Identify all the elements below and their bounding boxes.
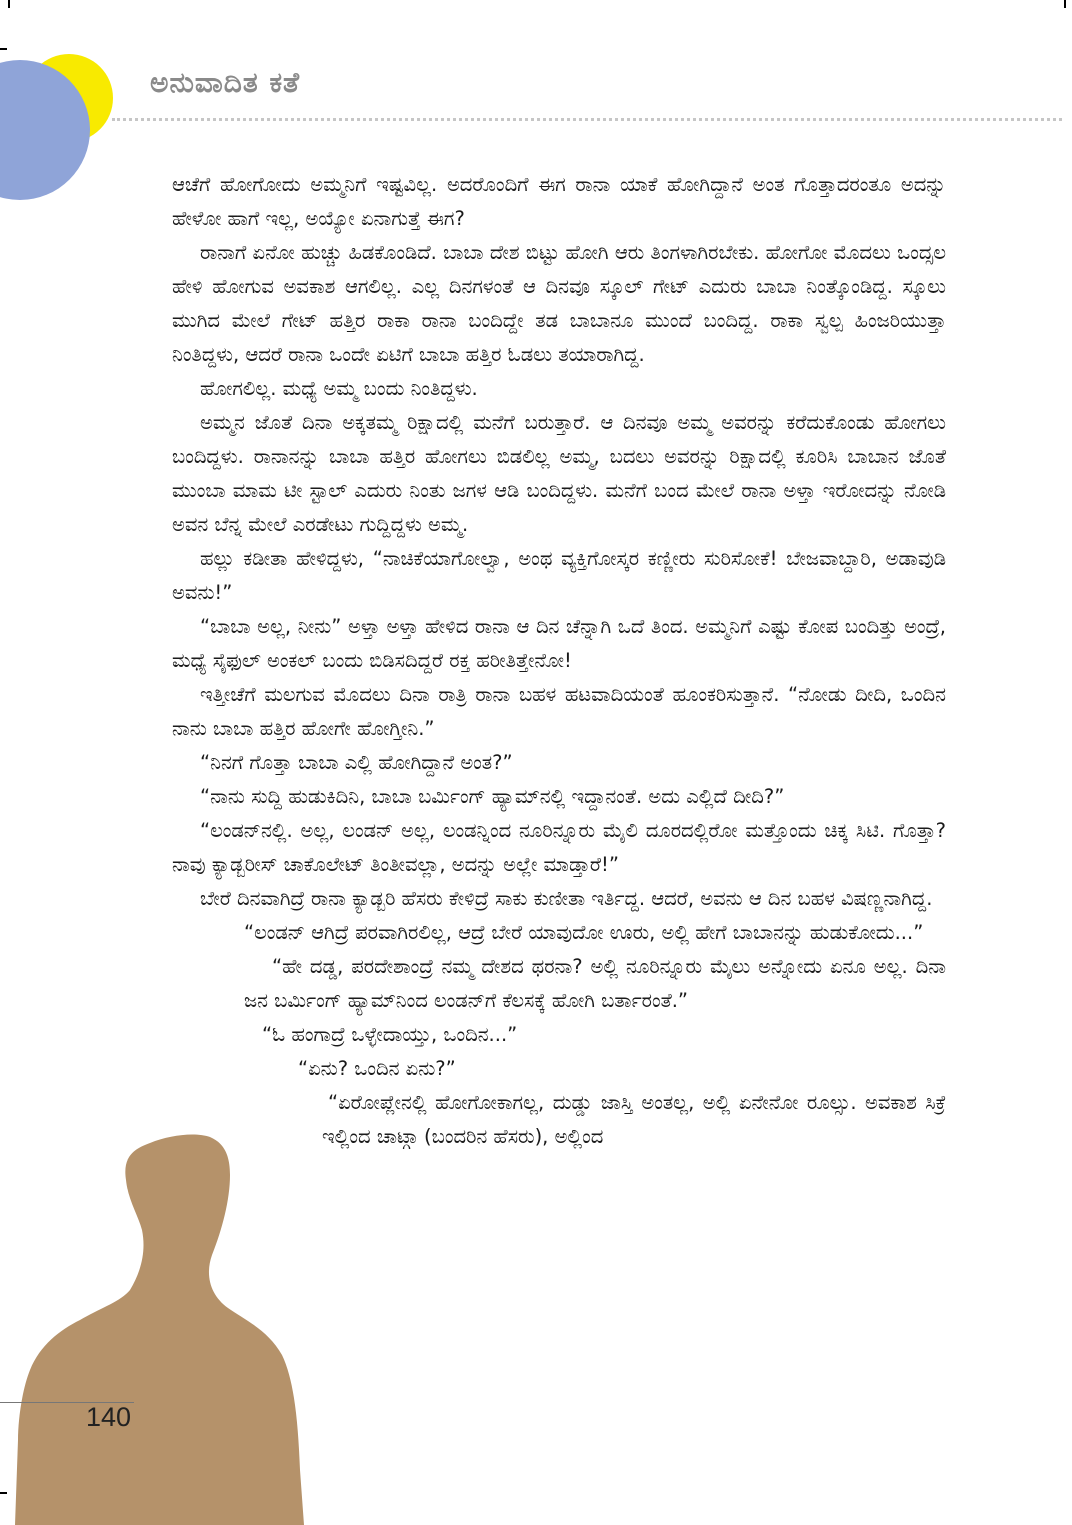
paragraph: ಹಲ್ಲು ಕಡೀತಾ ಹೇಳಿದ್ದಳು, “ನಾಚಿಕೆಯಾಗೋಲ್ವಾ, ಅಂಥ ವ್ಯಕ್ತಿಗೋಸ್ಕರ ಕಣ್ಣೀರು ಸುರಿಸೋಕೆ! ಬೇಜವಾಬ್ದಾರಿ, ಅಡಾವುಡಿ ಅವನು!” [172, 547, 946, 604]
dotted-divider [112, 118, 1062, 121]
paragraph: “ಲಂಡನ್ ಆಗಿದ್ರೆ ಪರವಾಗಿರಲಿಲ್ಲ, ಆದ್ರೆ ಬೇರೆ ಯಾವುದೋ ಊರು, ಅಲ್ಲಿ ಹೇಗೆ ಬಾಬಾನನ್ನು ಹುಡುಕೋದು...” [244, 921, 924, 944]
paragraph: “ಲಂಡನ್‌ನಲ್ಲಿ. ಅಲ್ಲ, ಲಂಡನ್ ಅಲ್ಲ, ಲಂಡನ್ನಿಂದ ನೂರಿನ್ನೂರು ಮೈಲಿ ದೂರದಲ್ಲಿರೋ ಮತ್ತೊಂದು ಚಿಕ್ಕ ಸಿಟಿ. ಗೊತ್ತಾ? ನಾವು ಕ್ಯಾಡ್ಬರೀಸ್ ಚಾಕೊಲೇಟ್ ತಿಂತೀವಲ್ಲಾ, ಅದನ್ನು ಅಲ್ಲೇ ಮಾಡ್ತಾರೆ!” [172, 819, 946, 876]
paragraph: “ಓ ಹಂಗಾದ್ರೆ ಒಳ್ಳೇದಾಯ್ತು, ಒಂದಿನ...” [262, 1023, 518, 1046]
paragraph: “ಏರೋಪ್ಲೇನಲ್ಲಿ ಹೋಗೋಕಾಗಲ್ಲ, ದುಡ್ಡು ಜಾಸ್ತಿ ಅಂತಲ್ಲ, ಅಲ್ಲಿ ಏನೇನೋ ರೂಲ್ಸು. ಅವಕಾಶ ಸಿಕ್ರೆ ಇಲ್ಲಿಂದ ಚಾಟ್ಗಾ (ಬಂದರಿನ ಹೆಸರು), ಅಲ್ಲಿಂದ [322, 1091, 946, 1148]
page-number: 140 [86, 1402, 132, 1432]
paragraph: ಆಚೆಗೆ ಹೋಗೋದು ಅಮ್ಮನಿಗೆ ಇಷ್ಟವಿಲ್ಲ. ಅದರೊಂದಿಗೆ ಈಗ ರಾನಾ ಯಾಕೆ ಹೋಗಿದ್ದಾನೆ ಅಂತ ಗೊತ್ತಾದರಂತೂ ಅದನ್ನು ಹೇಳೋ ಹಾಗೆ ಇಲ್ಲ, ಅಯ್ಯೋ ಏನಾಗುತ್ತೆ ಈಗ? [172, 173, 946, 230]
section-title: ಅನುವಾದಿತ ಕತೆ [150, 66, 301, 99]
paragraph: “ನಾನು ಸುದ್ದಿ ಹುಡುಕಿದಿನಿ, ಬಾಬಾ ಬರ್ಮಿಂಗ್ ಹ್ಯಾಮ್‌ನಲ್ಲಿ ಇದ್ದಾನಂತೆ. ಅದು ಎಲ್ಲಿದೆ ದೀದಿ?” [200, 785, 785, 808]
paragraph: “ಹೇ ದಡ್ಡ, ಪರದೇಶಾಂದ್ರೆ ನಮ್ಮ ದೇಶದ ಥರನಾ? ಅಲ್ಲಿ ನೂರಿನ್ನೂರು ಮೈಲು ಅನ್ನೋದು ಏನೂ ಅಲ್ಲ. ದಿನಾ ಜನ ಬರ್ಮಿಂಗ್ ಹ್ಯಾಮ್‌ನಿಂದ ಲಂಡನ್‌ಗೆ ಕೆಲಸಕ್ಕೆ ಹೋಗಿ ಬರ್ತಾರಂತೆ.” [244, 955, 946, 1012]
story-text [172, 168, 946, 1154]
paragraph: ಬೇರೆ ದಿನವಾಗಿದ್ರೆ ರಾನಾ ಕ್ಯಾಡ್ಬರಿ ಹೆಸರು ಕೇಳಿದ್ರೆ ಸಾಕು ಕುಣೀತಾ ಇರ್ತಿದ್ದ. ಆದರೆ, ಅವನು ಆ ದಿನ ಬಹಳ ವಿಷಣ್ಣನಾಗಿದ್ದ. [200, 887, 933, 910]
paragraph: “ನಿನಗೆ ಗೊತ್ತಾ ಬಾಬಾ ಎಲ್ಲಿ ಹೋಗಿದ್ದಾನೆ ಅಂತ?” [200, 751, 513, 774]
paragraph: ಅಮ್ಮನ ಜೊತೆ ದಿನಾ ಅಕ್ಕತಮ್ಮ ರಿಕ್ಷಾದಲ್ಲಿ ಮನೆಗೆ ಬರುತ್ತಾರೆ. ಆ ದಿನವೂ ಅಮ್ಮ ಅವರನ್ನು ಕರೆದುಕೊಂಡು ಹೋಗಲು ಬಂದಿದ್ದಳು. ರಾನಾನನ್ನು ಬಾಬಾ ಹತ್ತಿರ ಹೋಗಲು ಬಿಡಲಿಲ್ಲ ಅಮ್ಮ, ಬದಲು ಅವರನ್ನು ರಿಕ್ಷಾದಲ್ಲಿ ಕೂರಿಸಿ ಬಾಬಾನ ಜೊತೆ ಮುಂಬಾ ಮಾಮ ಟೀ ಸ್ಟಾಲ್ ಎದುರು ನಿಂತು ಜಗಳ ಆಡಿ ಬಂದಿದ್ದಳು. ಮನೆಗೆ ಬಂದ ಮೇಲೆ ರಾನಾ ಅಳ್ತಾ ಇರೋದನ್ನು ನೋಡಿ ಅವನ ಬೆನ್ನ ಮೇಲೆ ಎರಡೇಟು ಗುದ್ದಿದ್ದಳು ಅಮ್ಮ. [172, 411, 946, 536]
paragraph: “ಏನು? ಒಂದಿನ ಏನು?” [298, 1057, 456, 1080]
person-silhouette [15, 1135, 304, 1525]
paragraph: “ಬಾಬಾ ಅಲ್ಲ, ನೀನು” ಅಳ್ತಾ ಅಳ್ತಾ ಹೇಳಿದ ರಾನಾ ಆ ದಿನ ಚೆನ್ನಾಗಿ ಒದೆ ತಿಂದ. ಅಮ್ಮನಿಗೆ ಎಷ್ಟು ಕೋಪ ಬಂದಿತ್ತು ಅಂದ್ರೆ, ಮಧ್ಯೆ ಸೈಫುಲ್ ಅಂಕಲ್ ಬಂದು ಬಿಡಿಸದಿದ್ದರೆ ರಕ್ತ ಹರೀತಿತ್ತೇನೋ! [172, 615, 946, 672]
paragraph: ಹೋಗಲಿಲ್ಲ. ಮಧ್ಯೆ ಅಮ್ಮ ಬಂದು ನಿಂತಿದ್ದಳು. [200, 377, 478, 400]
paragraph: ರಾನಾಗೆ ಏನೋ ಹುಚ್ಚು ಹಿಡಕೊಂಡಿದೆ. ಬಾಬಾ ದೇಶ ಬಿಟ್ಟು ಹೋಗಿ ಆರು ತಿಂಗಳಾಗಿರಬೇಕು. ಹೋಗೋ ಮೊದಲು ಒಂದ್ಸಲ ಹೇಳಿ ಹೋಗುವ ಅವಕಾಶ ಆಗಲಿಲ್ಲ. ಎಲ್ಲ ದಿನಗಳಂತೆ ಆ ದಿನವೂ ಸ್ಕೂಲ್ ಗೇಟ್ ಎದುರು ಬಾಬಾ ನಿಂತ್ಕೊಂಡಿದ್ದ. ಸ್ಕೂಲು ಮುಗಿದ ಮೇಲೆ ಗೇಟ್ ಹತ್ತಿರ ರಾಕಾ ರಾನಾ ಬಂದಿದ್ದೇ ತಡ ಬಾಬಾನೂ ಮುಂದೆ ಬಂದಿದ್ದ. ರಾಕಾ ಸ್ವಲ್ಪ ಹಿಂಜರಿಯುತ್ತಾ ನಿಂತಿದ್ದಳು, ಆದರೆ ರಾನಾ ಒಂದೇ ಏಟಿಗೆ ಬಾಬಾ ಹತ್ತಿರ ಓಡಲು ತಯಾರಾಗಿದ್ದ. [172, 241, 946, 366]
paragraph: ಇತ್ತೀಚೆಗೆ ಮಲಗುವ ಮೊದಲು ದಿನಾ ರಾತ್ರಿ ರಾನಾ ಬಹಳ ಹಟವಾದಿಯಂತೆ ಹೂಂಕರಿಸುತ್ತಾನೆ. “ನೋಡು ದೀದಿ, ಒಂದಿನ ನಾನು ಬಾಬಾ ಹತ್ತಿರ ಹೋಗೇ ಹೋಗ್ತೀನಿ.” [172, 683, 946, 740]
